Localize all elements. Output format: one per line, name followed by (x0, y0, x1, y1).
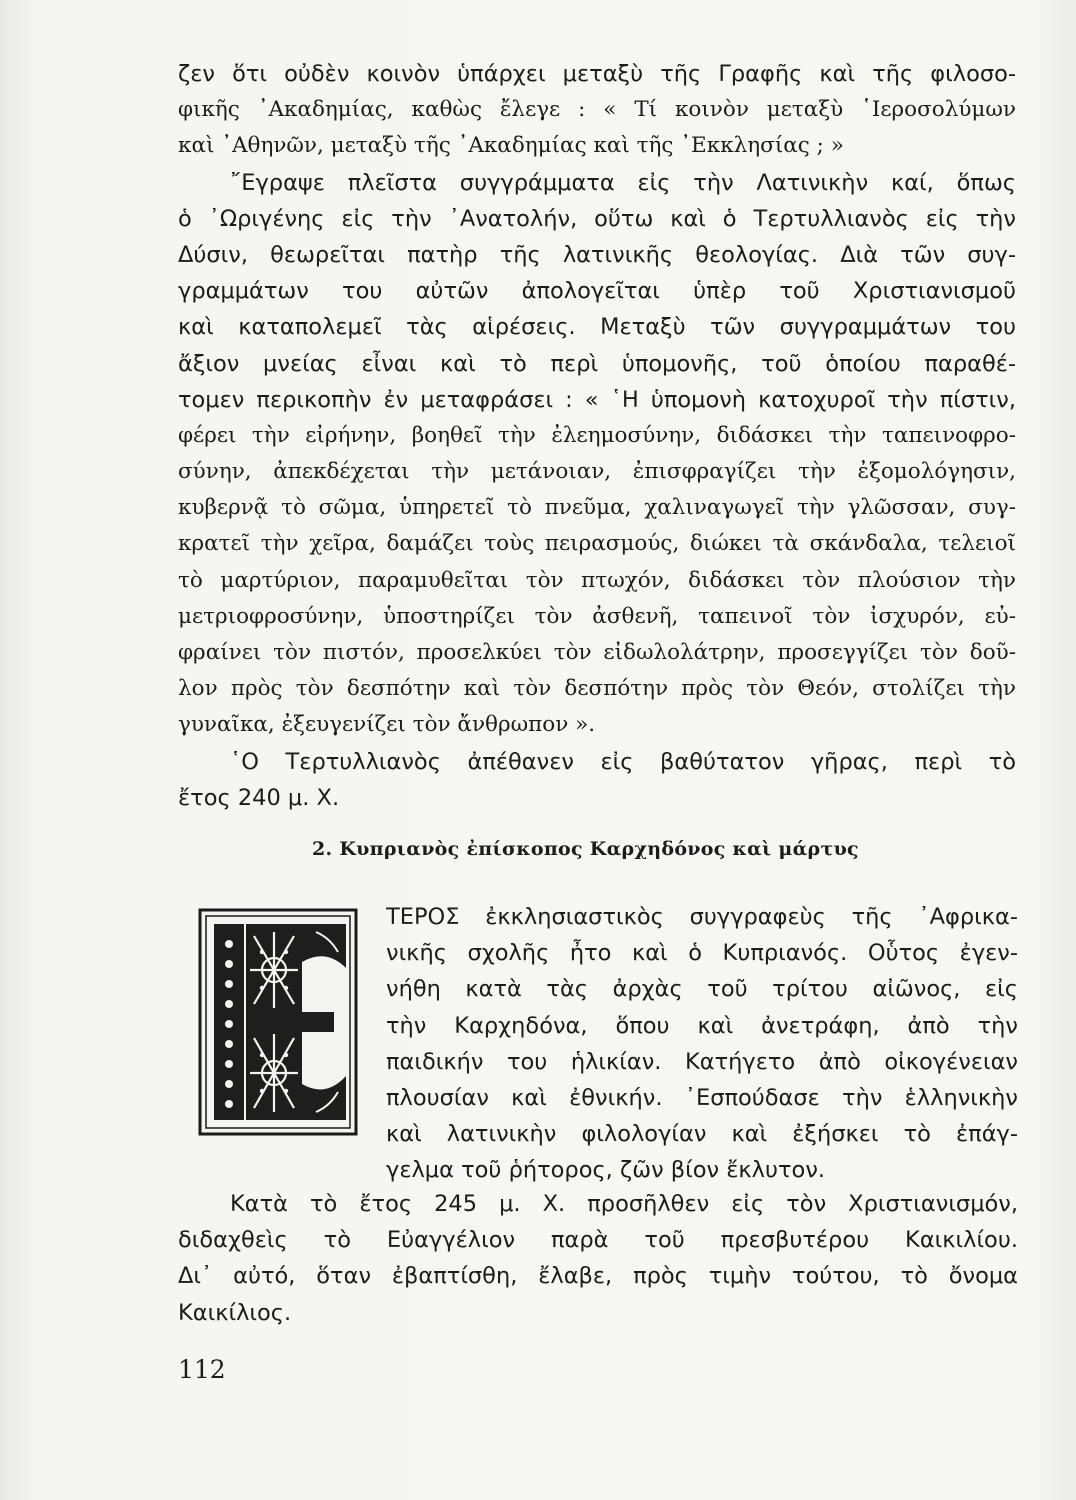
text-line: ζεν ὅτι οὐδὲν κοινὸν ὑπάρχει μεταξὺ τῆς Γραφῆς καὶ τῆς φιλοσο- (178, 61, 1016, 87)
text-line: κρατεῖ τὴν χεῖρα, δαμάζει τοὺς πειρασμούς, διώκει τὰ σκάνδαλα, τελειοῖ (178, 531, 1016, 557)
paragraph-bottom (178, 1186, 1018, 1331)
text-line: σύνην, ἀπεκδέχεται τὴν μετάνοιαν, ἐπισφραγίζει τὴν ἐξομολόγησιν, (178, 459, 1016, 485)
text-line: καὶ καταπολεμεῖ τὰς αἱρέσεις. Μεταξὺ τῶν συγγραμμάτων του (178, 314, 1016, 341)
text-line: Δύσιν, θεωρεῖται πατὴρ τῆς λατινικῆς θεολογίας. Διὰ τῶν συγ- (178, 241, 1016, 268)
text-line: κυβερνᾷ τὸ σῶμα, ὑπηρετεῖ τὸ πνεῦμα, χαλιναγωγεῖ τὴν γλῶσσαν, συγ- (178, 495, 1016, 521)
text-line: γυναῖκα, ἐξευγενίζει τὸν ἄνθρωπον ». (178, 712, 596, 738)
text-line: καὶ λατινικὴν φιλολογίαν καὶ ἐξήσκει τὸ ἐπάγ- (386, 1121, 1018, 1148)
text-line: γελμα τοῦ ῥήτορος, ζῶν βίον ἔκλυτον. (386, 1157, 826, 1184)
text-line: νικῆς σχολῆς ἦτο καὶ ὁ Κυπριανός. Οὗτος ἐγεν- (386, 940, 1018, 967)
text-line: καὶ ᾿Αθηνῶν, μεταξὺ τῆς ᾿Ακαδημίας καὶ τῆς ᾿Εκκλησίας ; » (178, 133, 844, 159)
text-line: ἔτος 240 μ. Χ. (178, 784, 340, 811)
text-line: διδαχθεὶς τὸ Εὐαγγέλιον παρὰ τοῦ πρεσβυτέρου Καικιλίου. (178, 1227, 1018, 1254)
paragraph-top (178, 56, 1016, 816)
text-line: τὸ μαρτύριον, παραμυθεῖται τὸν πτωχόν, διδάσκει τὸν πλούσιον τὴν (178, 567, 1016, 593)
paragraph-dropcap (386, 899, 1018, 1189)
text-line: ῾Ο Τερτυλλιανὸς ἀπέθανεν εἰς βαθύτατον γῆρας, περὶ τὸ (230, 748, 1016, 775)
text-line: λον πρὸς τὸν δεσπότην καὶ τὸν δεσπότην πρὸς τὸν Θεόν, στολίζει τὴν (178, 676, 1016, 702)
text-line: Δι᾿ αὐτό, ὅταν ἐβαπτίσθη, ἔλαβε, πρὸς τιμὴν τούτου, τὸ ὄνομα (178, 1263, 1018, 1290)
text-line: τὴν Καρχηδόνα, ὅπου καὶ ἀνετράφη, ἀπὸ τὴν (386, 1012, 1018, 1039)
text-line: ῎Εγραψε πλεῖστα συγγράμματα εἰς τὴν Λατινικὴν καί, ὅπως (230, 169, 1016, 196)
text-line: φικῆς ᾿Ακαδημίας, καθὼς ἔλεγε : « Τί κοινὸν μεταξὺ ῾Ιεροσολύμων (178, 97, 1016, 123)
text-line: Κατὰ τὸ ἔτος 245 μ. Χ. προσῆλθεν εἰς τὸν Χριστιανισμόν, (230, 1191, 1018, 1217)
text-line: νήθη κατὰ τὰς ἀρχὰς τοῦ τρίτου αἰῶνος, εἰς (386, 976, 1018, 1003)
text-line: ἄξιον μνείας εἶναι καὶ τὸ περὶ ὑπομονῆς, τοῦ ὁποίου παραθέ- (178, 350, 1016, 377)
section-heading: 2. Κυπριανὸς ἐπίσκοπος Καρχηδόνος καὶ μάρτυς (312, 838, 859, 860)
text-line: φραίνει τὸν πιστόν, προσελκύει τὸν εἰδωλολάτρην, προσεγγίζει τὸν δοῦ- (178, 640, 1016, 665)
text-line: γραμμάτων του αὐτῶν ἀπολογεῖται ὑπὲρ τοῦ Χριστιανισμοῦ (178, 278, 1016, 305)
text-line: ΤΕΡΟΣ ἐκκλησιαστικὸς συγγραφεὺς τῆς ᾿Αφρικα- (386, 904, 1018, 930)
text-line: Καικίλιος. (178, 1299, 292, 1326)
text-line: φέρει τὴν εἰρήνην, βοηθεῖ τὴν ἐλεημοσύνην, διδάσκει τὴν ταπεινοφρο- (178, 422, 1016, 448)
text-line: ὁ ᾿Ωριγένης εἰς τὴν ᾿Ανατολήν, οὕτω καὶ ὁ Τερτυλλιανὸς εἰς τὴν (178, 205, 1016, 232)
text-line: παιδικήν του ἡλικίαν. Κατήγετο ἀπὸ οἰκογένειαν (386, 1048, 1018, 1075)
text-line: πλουσίαν καὶ ἐθνικήν. ᾿Εσπούδασε τὴν ἑλληνικὴν (386, 1084, 1018, 1111)
text-line: τομεν περικοπὴν ἐν μεταφράσει : « ῾Η ὑπομονὴ κατοχυροῖ τὴν πίστιν, (178, 386, 1016, 413)
text-line: μετριοφροσύνην, ὑποστηρίζει τὸν ἀσθενῆ, ταπεινοῖ τὸν ἰσχυρόν, εὐ- (178, 603, 1016, 629)
dropcap-letter-e-icon (198, 908, 358, 1136)
page-number: 112 (178, 1355, 226, 1384)
